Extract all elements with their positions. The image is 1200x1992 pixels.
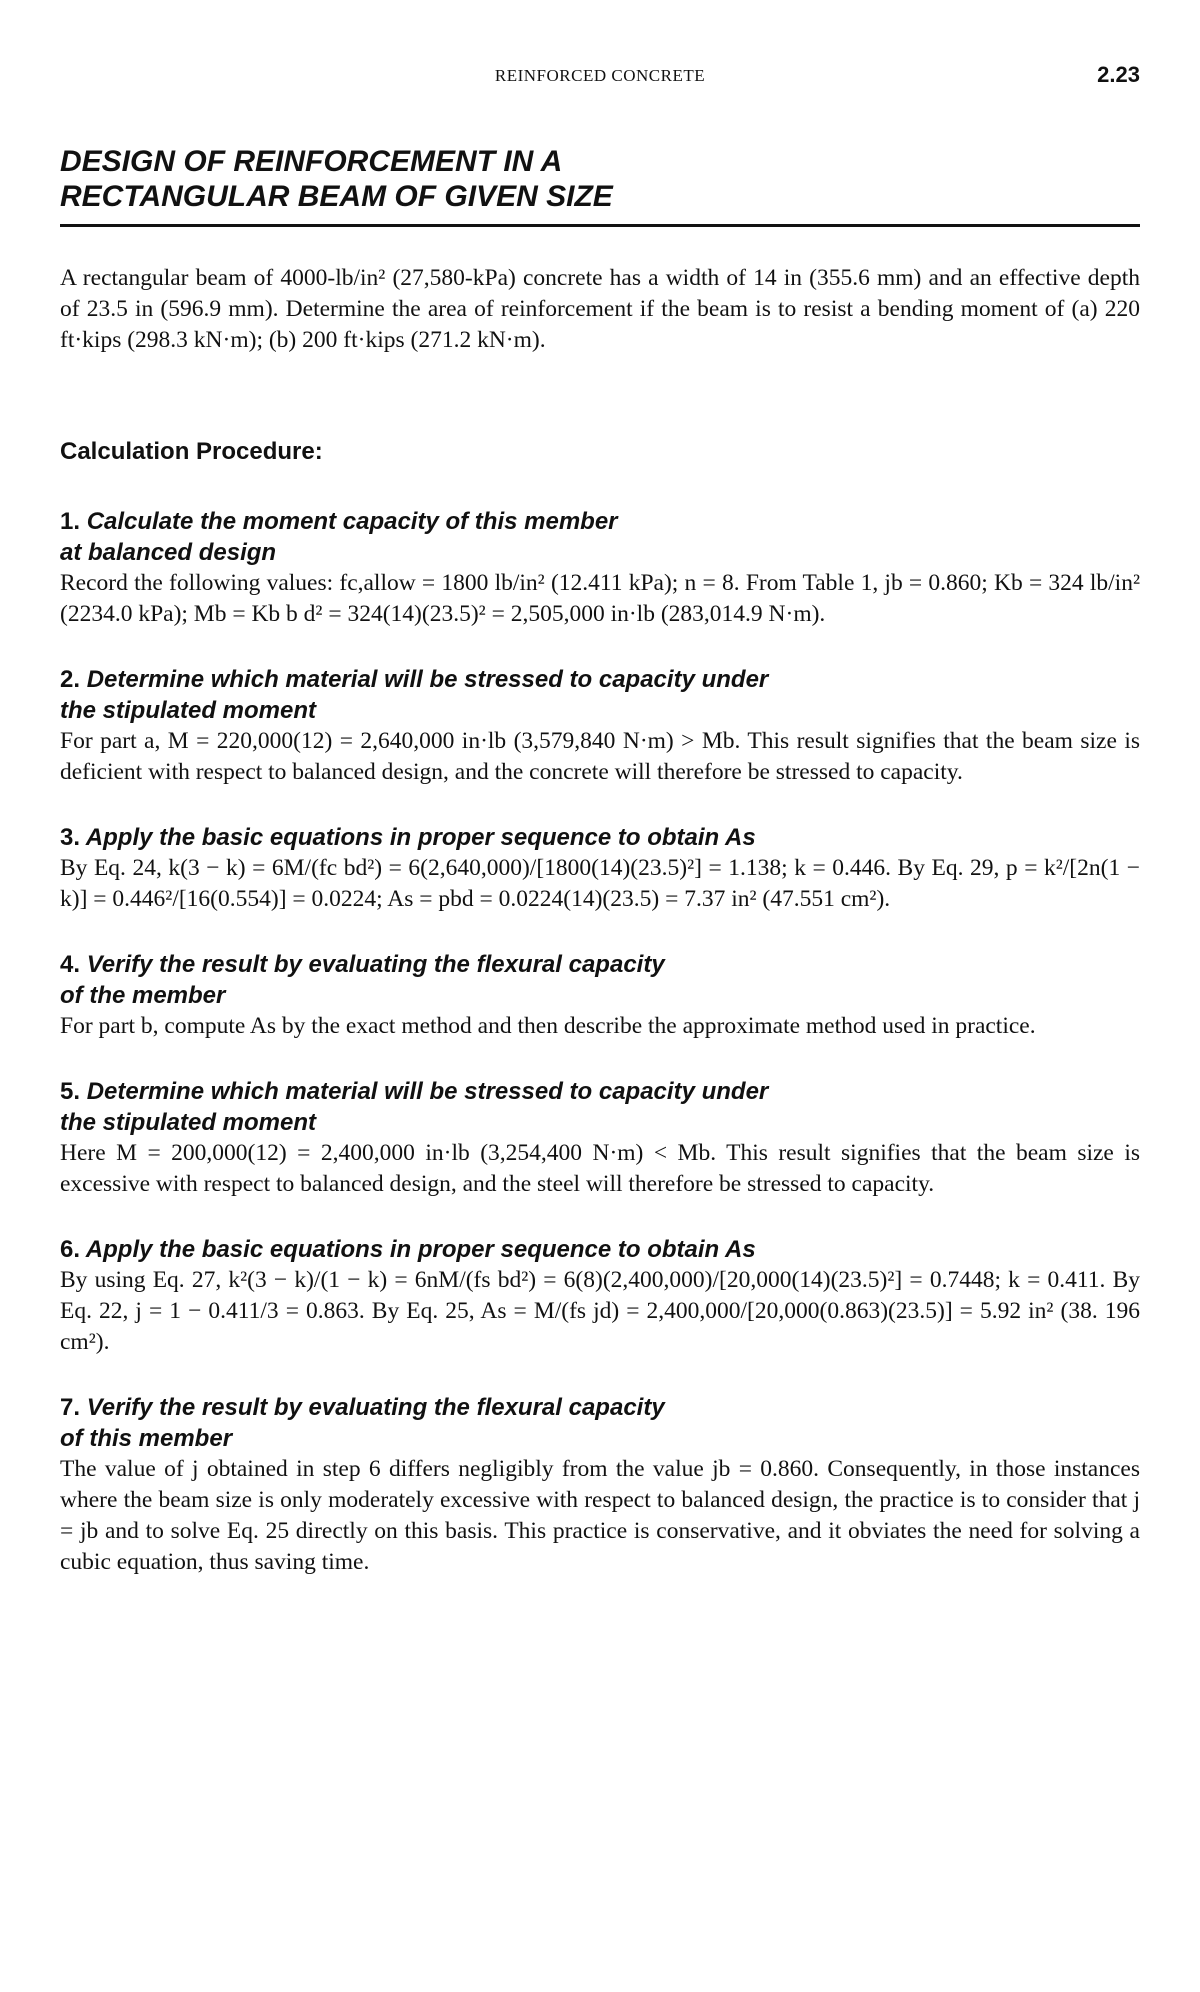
step-number: 2.	[60, 666, 81, 693]
step-heading-line: the stipulated moment	[60, 1109, 317, 1136]
step-heading-line: Apply the basic equations in proper sequence to obtain As	[85, 824, 756, 851]
running-head	[60, 60, 1140, 96]
step-heading-line: of this member	[60, 1425, 233, 1452]
step-heading-line: Apply the basic equations in proper sequence to obtain As	[85, 1236, 756, 1263]
document-page	[60, 60, 1140, 1578]
step-number: 1.	[60, 508, 81, 535]
step	[60, 822, 1140, 915]
step-number: 4.	[60, 951, 81, 978]
procedure-heading: Calculation Procedure:	[60, 438, 323, 465]
step-heading-line: Calculate the moment capacity of this member	[86, 508, 618, 535]
step-heading	[60, 1076, 1140, 1138]
step-heading-line: Verify the result by evaluating the flexural capacity	[86, 951, 665, 978]
step-heading	[60, 664, 1140, 726]
step-heading	[60, 1234, 1140, 1265]
step-heading-line: the stipulated moment	[60, 697, 317, 724]
step-body: By using Eq. 27, k²(3 − k)/(1 − k) = 6nM/(fs bd²) = 6(8)(2,400,000)/[20,000(14)(23.5)²] = 0.7448; k = 0.411. By Eq. 22, j = 1 − 0.411/3 = 0.863. By Eq. 25, As = M/(fs jd) = 2,400,000/[20,000(0.863)(23.5)] = 5.92 in² (38. 196 cm²).	[60, 1267, 1140, 1355]
step-body: The value of j obtained in step 6 differs negligibly from the value jb = 0.860. Consequently, in those instances where the beam size is only moderately excessive with respect to balanced design, the practice is to consider that j = jb and to solve Eq. 25 directly on this basis. This practice is conservative, and it obviates the need for solving a cubic equation, thus saving time.	[60, 1456, 1140, 1575]
step-heading	[60, 506, 1140, 568]
step-heading-line: at balanced design	[60, 539, 277, 566]
step	[60, 506, 1140, 630]
step	[60, 1234, 1140, 1358]
step	[60, 664, 1140, 788]
title-rule	[60, 224, 1140, 227]
problem-statement: A rectangular beam of 4000-lb/in² (27,580-kPa) concrete has a width of 14 in (355.6 mm) and an effective depth of 23.5 in (596.9 mm). Determine the area of reinforcement if the beam is to resist a bending moment of (a) 220 ft·kips (298.3 kN·m); (b) 200 ft·kips (271.2 kN·m).	[60, 265, 1140, 353]
step	[60, 1076, 1140, 1200]
step-body: For part b, compute As by the exact method and then describe the approximate method used in practice.	[60, 1013, 1036, 1039]
step-body: Here M = 200,000(12) = 2,400,000 in·lb (3,254,400 N·m) < Mb. This result signifies that the beam size is excessive with respect to balanced design, and the steel will therefore be stressed to capacity.	[60, 1140, 1140, 1197]
step-heading-line: of the member	[60, 982, 226, 1009]
section-title-line: DESIGN OF REINFORCEMENT IN A	[60, 145, 563, 178]
steps-list	[60, 506, 1140, 1578]
step-number: 3.	[60, 824, 81, 851]
step-heading-line: Determine which material will be stressed to capacity under	[86, 666, 769, 693]
step-heading	[60, 822, 1140, 853]
page-number: 2.23	[1097, 62, 1140, 87]
step	[60, 949, 1140, 1042]
step-number: 6.	[60, 1236, 81, 1263]
step-heading	[60, 1392, 1140, 1454]
step-heading-line: Verify the result by evaluating the flexural capacity	[86, 1394, 665, 1421]
step-body: Record the following values: fc,allow = 1800 lb/in² (12.411 kPa); n = 8. From Table 1, jb = 0.860; Kb = 324 lb/in² (2234.0 kPa); Mb = Kb b d² = 324(14)(23.5)² = 2,505,000 in·lb (283,014.9 N·m).	[60, 570, 1140, 627]
running-title: REINFORCED CONCRETE	[494, 66, 706, 85]
step-body: By Eq. 24, k(3 − k) = 6M/(fc bd²) = 6(2,640,000)/[1800(14)(23.5)²] = 1.138; k = 0.446. By Eq. 29, p = k²/[2n(1 − k)] = 0.446²/[16(0.554)] = 0.0224; As = pbd = 0.0224(14)(23.5) = 7.37 in² (47.551 cm²).	[60, 855, 1140, 912]
step-heading	[60, 949, 1140, 1011]
step-heading-line: Determine which material will be stressed to capacity under	[86, 1078, 769, 1105]
step-number: 5.	[60, 1078, 81, 1105]
section-title	[60, 144, 1140, 214]
step-number: 7.	[60, 1394, 81, 1421]
step-body: For part a, M = 220,000(12) = 2,640,000 in·lb (3,579,840 N·m) > Mb. This result signifies that the beam size is deficient with respect to balanced design, and the concrete will therefore be stressed to capacity.	[60, 728, 1140, 785]
section-title-line: RECTANGULAR BEAM OF GIVEN SIZE	[60, 180, 613, 213]
step	[60, 1392, 1140, 1578]
